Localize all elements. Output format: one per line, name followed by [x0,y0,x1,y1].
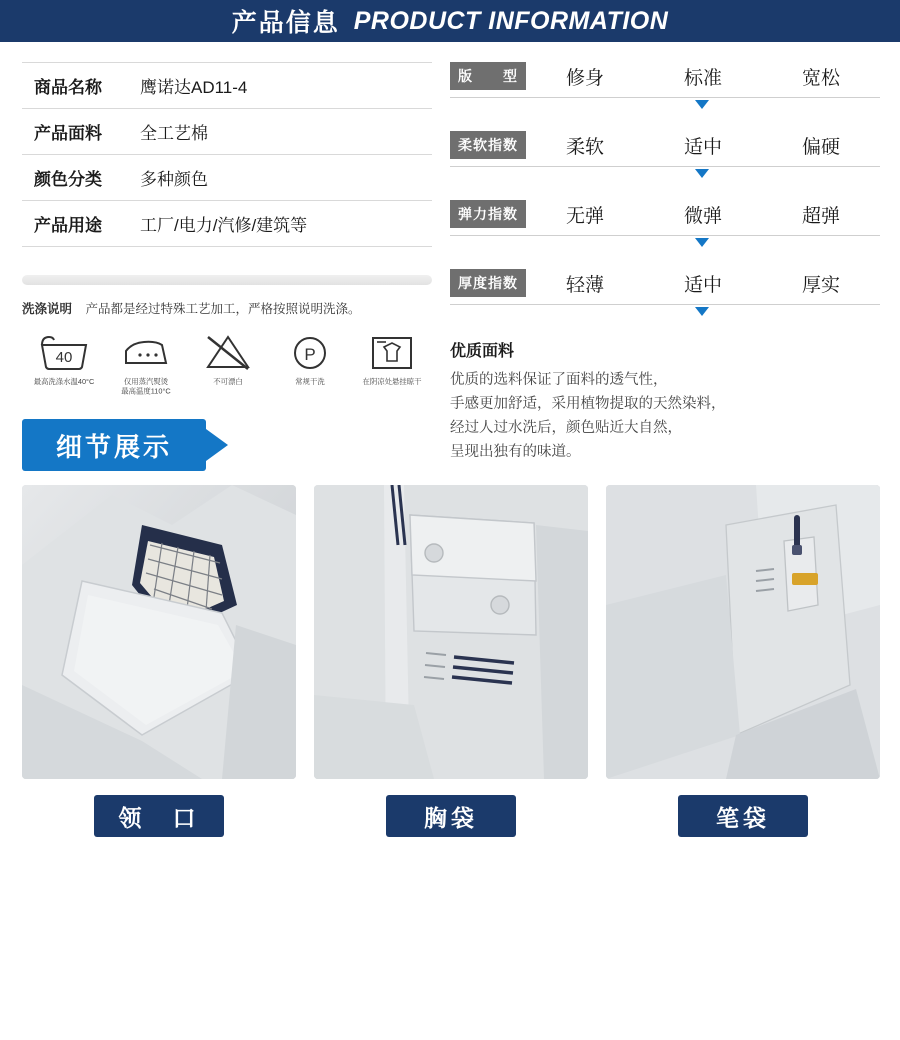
photo-cell-pen-pocket [606,485,880,837]
spec-label: 颜色分类 [34,170,102,189]
photo-cell-chest-pocket [314,485,588,837]
scale-option[interactable]: 轻薄 [565,274,604,296]
left-column [22,62,432,471]
fabric-line: 经过人过水洗后，颜色贴近大自然， [450,419,682,436]
table-row [22,201,432,247]
wash-caption: 常规干洗 [295,377,325,386]
scale-option[interactable]: 无弹 [565,205,604,227]
marker-icon-selected [695,169,709,178]
fabric-line: 优质的选料保证了面料的透气性， [450,372,668,388]
divider [22,275,432,285]
fabric-title: 优质面料 [450,343,515,360]
spec-label: 商品名称 [34,78,102,97]
scale-softness [450,131,880,178]
list-item [358,329,426,397]
wash-note [22,299,432,317]
wash-tub-40-icon [36,329,92,373]
dry-clean-letter: P [304,345,316,364]
list-item [112,329,180,397]
scale-option[interactable]: 宽松 [801,67,840,89]
scale-option[interactable]: 微弹 [683,205,722,227]
fabric-description [450,338,880,465]
main-content [0,42,900,471]
photo-cell-collar [22,485,296,837]
wash-caption: 仅用蒸汽熨烫 最高温度110°C [121,377,171,396]
scale-thickness [450,269,880,316]
spec-value: 全工艺棉 [140,124,208,143]
page-header [0,0,900,42]
list-item [30,329,98,397]
scale-option[interactable]: 柔软 [565,136,604,158]
dry-clean-p-icon [282,329,338,373]
fabric-line: 呈现出独有的味道。 [450,443,581,460]
photo-label-text: 胸袋 [424,804,478,831]
scale-tag: 弹力指数 [450,200,526,228]
list-item [194,329,262,397]
hang-dry-shade-icon [364,329,420,373]
scale-option[interactable]: 标准 [683,67,722,89]
spec-label: 产品用途 [34,216,102,235]
pen-pocket-detail-photo[interactable] [606,485,880,779]
detail-banner-label: 细节展示 [55,431,172,462]
scale-option[interactable]: 修身 [565,67,604,89]
scale-option[interactable]: 适中 [683,274,722,296]
spec-label: 产品面料 [34,124,102,143]
scale-elasticity [450,200,880,247]
detail-banner-body [22,419,206,471]
marker-icon-selected [695,100,709,109]
scale-option[interactable]: 超弹 [801,205,840,227]
scale-marker-row [450,238,880,247]
table-row [22,62,432,109]
wash-caption: 不可漂白 [213,377,243,386]
no-bleach-icon [200,329,256,373]
wash-care-block [22,275,432,397]
scale-marker-row [450,100,880,109]
scale-fit [450,62,880,109]
detail-section-banner [22,419,230,471]
table-row [22,155,432,201]
scale-option[interactable]: 适中 [683,136,722,158]
photo-label-text: 笔袋 [716,804,770,831]
scale-tag: 厚度指数 [450,269,526,297]
spec-value: 多种颜色 [140,170,208,189]
scale-tag: 版 型 [450,62,526,90]
iron-steam-icon [118,329,174,373]
photo-label-chest-pocket [386,795,516,837]
banner-arrow-icon [206,429,228,461]
header-title-en: PRODUCT INFORMATION [353,6,669,35]
detail-photo-row [0,471,900,837]
wash-note-text: 产品都是经过特殊工艺加工，严格按照说明洗涤。 [85,302,361,316]
scale-marker-row [450,307,880,316]
right-column [450,62,880,471]
wash-icon-list [22,329,432,397]
photo-label-text: 领 口 [118,804,200,831]
chest-pocket-detail-photo[interactable] [314,485,588,779]
spec-list [22,62,432,247]
wash-temp-value: 40 [55,349,73,366]
list-item [276,329,344,397]
photo-label-collar [94,795,224,837]
scale-option[interactable]: 偏硬 [801,136,840,158]
scale-marker-row [450,169,880,178]
collar-detail-photo[interactable] [22,485,296,779]
table-row [22,109,432,155]
marker-icon-selected [695,238,709,247]
header-title-cn: 产品信息 [231,9,340,37]
wash-caption: 在阴凉处悬挂晾干 [362,377,422,386]
wash-caption: 最高洗涤水温40°C [33,377,95,386]
spec-value: 工厂/电力/汽修/建筑等 [140,216,308,235]
fabric-line: 手感更加舒适，采用植物提取的天然染料， [450,395,726,412]
marker-icon-selected [695,307,709,316]
photo-label-pen-pocket [678,795,808,837]
wash-note-title: 洗涤说明 [22,302,73,316]
scale-tag: 柔软指数 [450,131,526,159]
scale-option[interactable]: 厚实 [801,274,840,296]
spec-value: 鹰诺达AD11-4 [140,78,248,97]
